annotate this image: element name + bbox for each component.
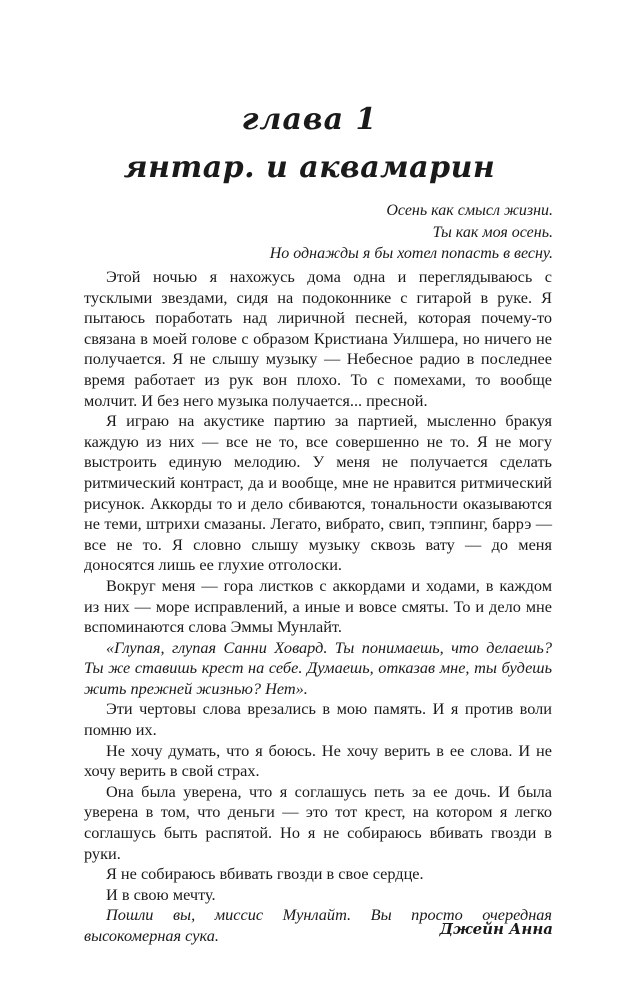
paragraph: Пошли вы, миссис Мунлайт. Вы просто очередная высокомерная сука. <box>84 905 552 945</box>
epigraph-line: Ты как моя осень. <box>432 223 553 241</box>
paragraph: И в свою мечту. <box>106 884 216 904</box>
chapter-title-heading: янтар. и аквамарин <box>123 150 496 185</box>
paragraph: Не хочу думать, что я боюсь. Не хочу верить в ее слова. И не хочу верить в свой страх. <box>84 740 552 781</box>
epigraph-line: Осень как смысл жизни. <box>386 202 553 219</box>
paragraph: Она была уверена, что я соглашусь петь за ее дочь. И была уверена в том, что деньги — это тот крест, на котором я легко соглашусь быть распятой. Но я не собираюсь вбивать гвозди в руки. <box>84 781 552 863</box>
epigraph-line: Но однажды я бы хотел попасть в весну. <box>269 245 553 262</box>
chapter-number-heading: глава 1 <box>241 102 378 137</box>
paragraph: Эти чертовы слова врезались в мою память. И я против воли помню их. <box>84 699 552 740</box>
paragraph: Я не собираюсь вбивать гвозди в свое сердце. <box>106 864 424 884</box>
quote-paragraph: «Глупая, глупая Санни Ховард. Ты понимаешь, что делаешь? Ты же ставишь крест на себе. Думаешь, отказав мне, ты будешь жить прежней жизнью? Нет». <box>84 637 552 698</box>
paragraph: Вокруг меня — гора листков с аккордами и ходами, в каждом из них — море исправлений, а иные и вовсе смяты. То и дело мне вспоминаются слова Эммы Мунлайт. <box>84 575 552 637</box>
epigraph <box>133 200 553 265</box>
paragraph: Этой ночью я нахожусь дома одна и переглядываюсь с тусклыми звездами, сидя на подоконнике с гитарой в руке. Я пытаюсь поработать над лиричной песней, которая почему-то связана в моей голове с образом Кристиана Уилшера, но ничего не получается. Я не слышу музыку — Небесное радио в последнее время работает из рук вон плохо. То с помехами, то вообще молчит. И без него музыка получается... пресной. <box>84 267 552 410</box>
body-text <box>84 267 552 947</box>
paragraph: Я играю на акустике партию за партией, мысленно бракуя каждую из них — все не то, все совершенно не то. Я не могу выстроить единую мелодию. У меня не получается сделать ритмический контраст, да и вообще, мне не нравится ритмический рисунок. Аккорды то и дело сбиваются, тональности оказываются не теми, штрихи смазаны. Легато, вибрато, свип, тэппинг, баррэ — все не то. Я словно слышу музыку сквозь вату — до меня доносятся лишь ее глухие отголоски. <box>84 411 552 575</box>
author-footer: Джейн Анна <box>439 920 553 938</box>
